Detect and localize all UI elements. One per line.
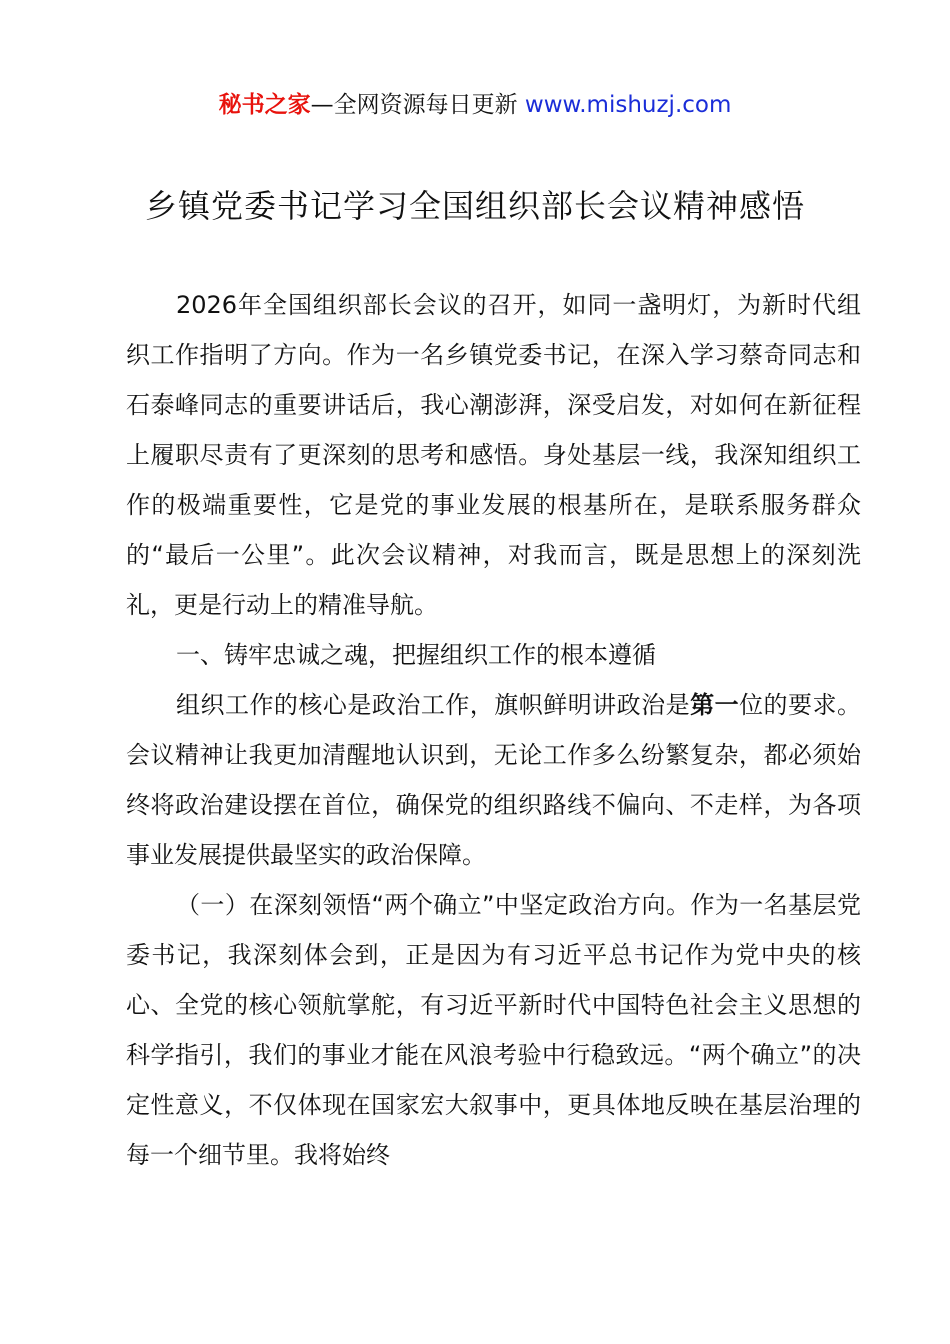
intro-paragraph: 2026年全国组织部长会议的召开，如同一盏明灯，为新时代组织工作指明了方向。作为一名乡镇党委书记，在深入学习蔡奇同志和石泰峰同志的重要讲话后，我心潮澎湃，深受启发，对如何在新征程上履职尽责有了更深刻的思考和感悟。身处基层一线，我深知组织工作的极端重要性，它是党的事业发展的根基所在，是联系服务群众的“最后一公里”。此次会议精神，对我而言，既是思想上的深刻洗礼，更是行动上的精准导航。	[126, 291, 861, 619]
section-1-bold-text: 第一	[690, 691, 740, 719]
document-body	[126, 280, 861, 1180]
section-1-text-before: 组织工作的核心是政治工作，旗帜鲜明讲政治是	[176, 691, 691, 719]
header-tagline: —全网资源每日更新	[310, 92, 525, 118]
site-url-link[interactable]: www.mishuzj.com	[524, 92, 732, 118]
site-header	[0, 88, 950, 122]
section-1-subsection-1: （一）在深刻领悟“两个确立”中坚定政治方向。作为一名基层党委书记，我深刻体会到，正是因为有习近平总书记作为党中央的核心、全党的核心领航掌舵，有习近平新时代中国特色社会主义思想的科学指引，我们的事业才能在风浪考验中行稳致远。“两个确立”的决定性意义，不仅体现在国家宏大叙事中，更具体地反映在基层治理的每一个细节里。我将始终	[126, 891, 861, 1169]
section-1-heading: 一、铸牢忠诚之魂，把握组织工作的根本遵循	[176, 641, 656, 669]
section-1-text-after: 位的要求。会议精神让我更加清醒地认识到，无论工作多么纷繁复杂，都必须始终将政治建设摆在首位，确保党的组织路线不偏向、不走样，为各项事业发展提供最坚实的政治保障。	[126, 691, 862, 869]
document-title: 乡镇党委书记学习全国组织部长会议精神感悟	[144, 187, 805, 225]
brand-name: 秘书之家	[218, 92, 311, 118]
section-1-paragraph	[126, 680, 861, 880]
